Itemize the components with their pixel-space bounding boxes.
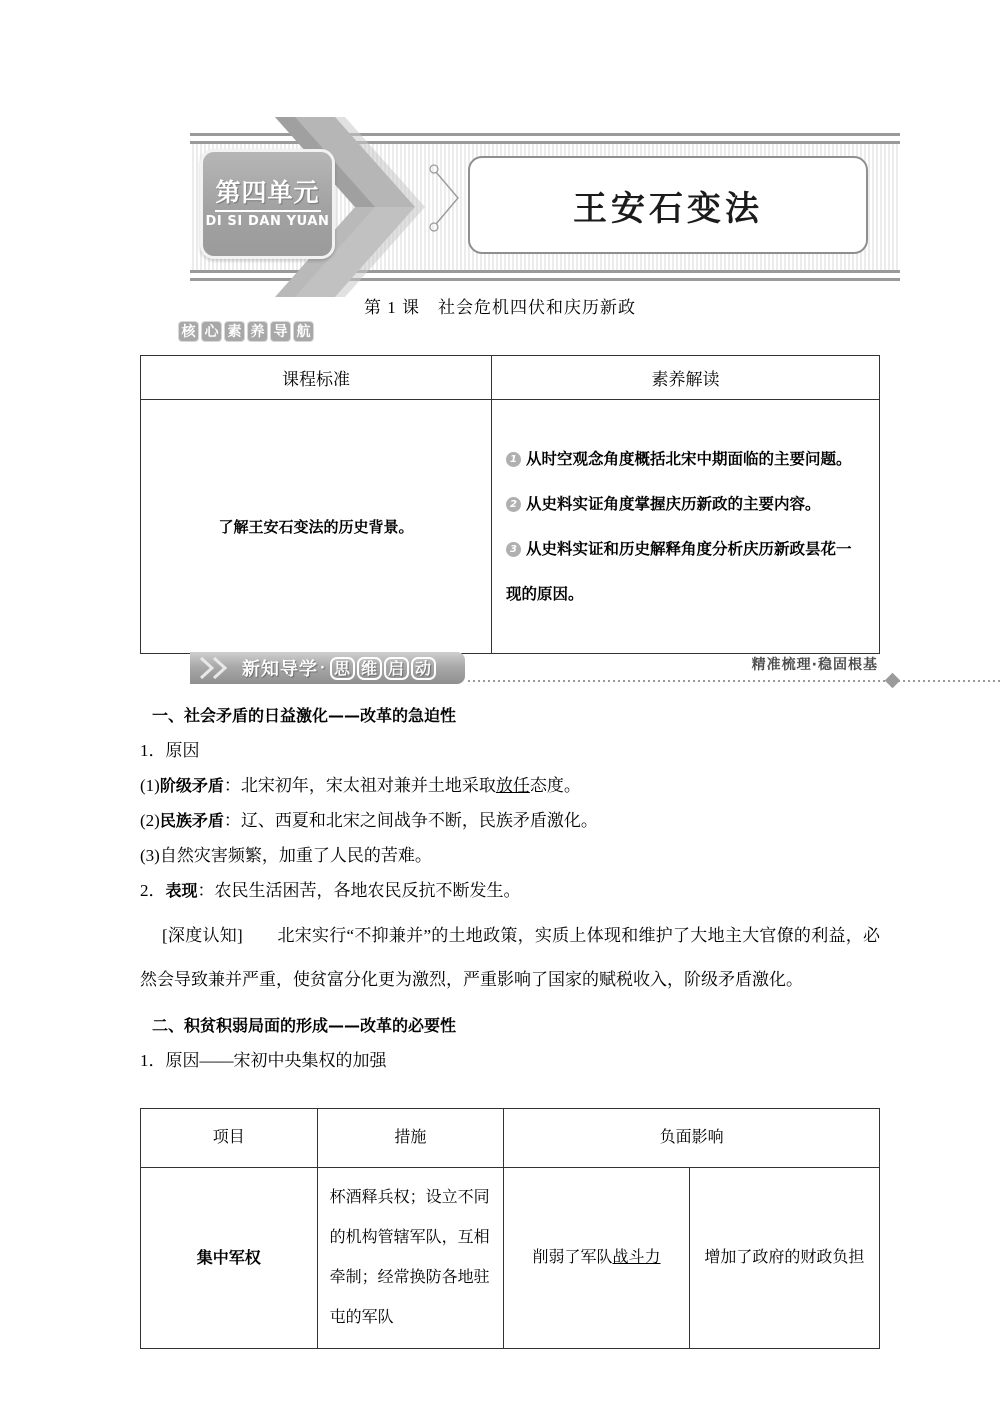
manifest-number: 2． [140,881,166,900]
literacy-badge-char: 养 [247,321,268,342]
cause1-text-a: ：北宋初年，宋太祖对兼并土地采取 [223,776,496,795]
unit-number-cn: 第四单元 [215,178,320,207]
manifest-text: ：农民生活困苦，各地农民反抗不断发生。 [197,881,521,900]
section-label-boxed-char: 启 [384,657,409,680]
column-header-standard: 课程标准 [141,356,492,400]
lesson-body [140,698,880,1078]
section-label-boxed-char: 思 [330,657,355,680]
literacy-interpretation-cell [492,400,880,654]
section-banner-bar [190,652,465,684]
body-heading-2: 二、积贫积弱局面的形成——改革的必要性 [152,1016,457,1035]
cause2-term: 民族矛盾 [159,811,224,830]
effect1-text: 削弱了军队 [532,1249,613,1266]
table-row [141,1168,880,1349]
body-line-manifestation [140,873,880,908]
body-line-cause-1 [140,768,880,803]
unit-badge-rule [215,210,321,212]
table-row [141,400,880,654]
body-line-cause-label: 1．原因 [140,741,200,760]
section-banner [190,652,900,688]
small-chevron-icon [428,163,464,233]
lesson-title: 第 1 课 社会危机四伏和庆历新政 [364,298,636,317]
literacy-badge-char: 导 [270,321,291,342]
section-banner-subtitle: 精准梳理·稳固根基 [751,657,878,673]
body-line-cause-label-2: 1．原因——宋初中央集权的加强 [140,1051,387,1070]
number-circle-3-icon: 3 [506,542,521,557]
number-circle-2-icon: 2 [506,497,521,512]
list-item [506,437,865,482]
cause1-prefix: (1) [140,776,160,795]
interpretation-text: 从史料实证角度掌握庆历新政的主要内容。 [526,494,821,513]
literacy-badge-char: 素 [224,321,245,342]
column-header-interpretation: 素养解读 [492,356,880,400]
body-heading-1: 一、社会矛盾的日益激化——改革的急迫性 [152,706,457,725]
cause1-term: 阶级矛盾 [159,776,224,795]
section-banner-dotted-rule [468,680,1000,682]
deep-insight-paragraph [140,914,880,1002]
number-circle-1-icon: 1 [506,452,521,467]
unit-number-badge [200,149,335,259]
effect1-underlined: 战斗力 [612,1249,661,1266]
core-literacy-badge [178,321,314,342]
literacy-badge-char: 心 [201,321,222,342]
diamond-icon [885,673,901,689]
column-header-item: 项目 [141,1109,318,1168]
column-header-measure: 措施 [317,1109,504,1168]
cause1-text-b: 态度。 [529,776,581,795]
section-label-boxed-char: 动 [411,657,436,680]
literacy-badge-char: 航 [293,321,314,342]
measure-row-measure: 杯酒释兵权；设立不同的机构管辖军队，互相牵制；经常换防各地驻屯的军队 [317,1168,504,1349]
section-label-dot: · [320,660,326,676]
double-chevron-icon [198,655,238,681]
literacy-badge-char: 核 [178,321,199,342]
list-item [506,527,865,617]
unit-header-band [190,133,900,281]
list-item [506,482,865,527]
unit-title: 王安石变法 [573,188,763,229]
cause2-text: ：辽、西夏和北宋之间战争不断，民族矛盾激化。 [223,811,598,830]
body-line-cause-3: (3)自然灾害频繁，加重了人民的苦难。 [140,846,432,865]
measure-table [140,1108,880,1349]
interpretation-text: 从史料实证和历史解释角度分析庆历新政昙花一现的原因。 [506,539,852,603]
cause1-underlined: 放任 [495,776,530,795]
body-line-cause-2 [140,803,880,838]
unit-number-pinyin: DI SI DAN YUAN [205,214,330,229]
measure-row-effect-1 [504,1168,690,1349]
deep-insight-text: 北宋实行“不抑兼并”的土地政策，实质上体现和维护了大地主大官僚的利益，必然会导致兼并严重，使贫富分化更为激烈，严重影响了国家的赋税收入，阶级矛盾激化。 [140,926,880,989]
measure-row-effect-2: 增加了政府的财政负担 [689,1168,879,1349]
unit-title-plate [468,156,868,254]
deep-insight-label: [深度认知] [162,926,243,945]
section-label-main: 新知导学 [242,659,318,680]
table-header-row [141,1109,880,1168]
measure-row-item: 集中军权 [141,1168,318,1349]
curriculum-standard-cell: 了解王安石变法的历史背景。 [141,400,492,654]
table-header-row [141,356,880,400]
section-banner-label [242,655,436,681]
manifest-term: 表现 [165,881,198,900]
cause2-prefix: (2) [140,811,160,830]
column-header-negative-effect: 负面影响 [504,1109,880,1168]
interpretation-text: 从时空观念角度概括北宋中期面临的主要问题。 [526,449,852,468]
literacy-table [140,355,880,654]
section-label-boxed-char: 维 [357,657,382,680]
